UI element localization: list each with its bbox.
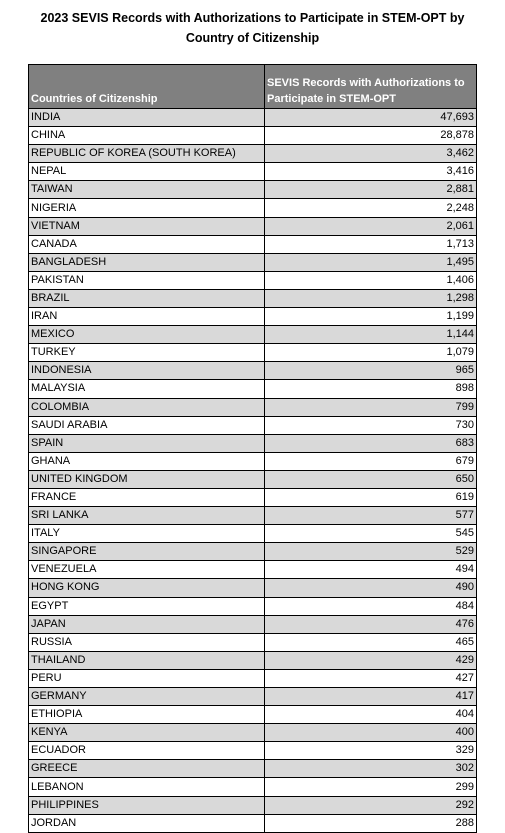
- table-row: [29, 145, 477, 163]
- records-count-cell: 2,061: [265, 217, 477, 235]
- table-row: [29, 109, 477, 127]
- country-cell: INDIA: [29, 109, 265, 127]
- records-count-cell: 2,248: [265, 199, 477, 217]
- table-row: [29, 669, 477, 687]
- records-count-cell: 679: [265, 452, 477, 470]
- country-cell: SINGAPORE: [29, 543, 265, 561]
- table-row: [29, 289, 477, 307]
- country-cell: ITALY: [29, 525, 265, 543]
- table-row: [29, 344, 477, 362]
- records-count-cell: 400: [265, 724, 477, 742]
- records-count-cell: 1,495: [265, 253, 477, 271]
- records-count-cell: 577: [265, 507, 477, 525]
- table-row: [29, 452, 477, 470]
- records-count-cell: 28,878: [265, 127, 477, 145]
- records-count-cell: 484: [265, 597, 477, 615]
- table-row: [29, 742, 477, 760]
- country-cell: JORDAN: [29, 814, 265, 832]
- table-row: [29, 760, 477, 778]
- table-row: [29, 380, 477, 398]
- table-row: [29, 615, 477, 633]
- country-cell: VENEZUELA: [29, 561, 265, 579]
- country-cell: INDONESIA: [29, 362, 265, 380]
- country-cell: TAIWAN: [29, 181, 265, 199]
- country-cell: GERMANY: [29, 688, 265, 706]
- country-cell: HONG KONG: [29, 579, 265, 597]
- country-cell: GHANA: [29, 452, 265, 470]
- header-countries: Countries of Citizenship: [29, 65, 265, 109]
- records-count-cell: 965: [265, 362, 477, 380]
- country-cell: RUSSIA: [29, 633, 265, 651]
- records-count-cell: 683: [265, 434, 477, 452]
- country-cell: SPAIN: [29, 434, 265, 452]
- country-cell: KENYA: [29, 724, 265, 742]
- table-row: [29, 271, 477, 289]
- country-cell: FRANCE: [29, 488, 265, 506]
- records-count-cell: 730: [265, 416, 477, 434]
- document-title: [0, 8, 505, 48]
- country-cell: NIGERIA: [29, 199, 265, 217]
- records-count-cell: 1,144: [265, 326, 477, 344]
- records-count-cell: 1,713: [265, 235, 477, 253]
- table-row: [29, 416, 477, 434]
- country-cell: ETHIOPIA: [29, 706, 265, 724]
- country-cell: PHILIPPINES: [29, 796, 265, 814]
- table-row: [29, 127, 477, 145]
- records-count-cell: 3,462: [265, 145, 477, 163]
- table-row: [29, 253, 477, 271]
- country-cell: SAUDI ARABIA: [29, 416, 265, 434]
- table-row: [29, 778, 477, 796]
- header-records: SEVIS Records with Authorizations to Participate in STEM-OPT: [265, 65, 477, 109]
- table-row: [29, 814, 477, 832]
- country-cell: ECUADOR: [29, 742, 265, 760]
- table-row: [29, 579, 477, 597]
- table-row: [29, 633, 477, 651]
- records-count-cell: 545: [265, 525, 477, 543]
- records-count-cell: 429: [265, 651, 477, 669]
- country-cell: PERU: [29, 669, 265, 687]
- country-cell: BANGLADESH: [29, 253, 265, 271]
- records-count-cell: 490: [265, 579, 477, 597]
- records-count-cell: 465: [265, 633, 477, 651]
- records-count-cell: 329: [265, 742, 477, 760]
- records-count-cell: 1,079: [265, 344, 477, 362]
- title-line-2: Country of Citizenship: [185, 31, 320, 45]
- records-count-cell: 619: [265, 488, 477, 506]
- table-row: [29, 217, 477, 235]
- table-header-row: [29, 65, 477, 109]
- table-row: [29, 724, 477, 742]
- records-count-cell: 1,298: [265, 289, 477, 307]
- country-cell: LEBANON: [29, 778, 265, 796]
- records-count-cell: 47,693: [265, 109, 477, 127]
- country-cell: REPUBLIC OF KOREA (SOUTH KOREA): [29, 145, 265, 163]
- country-cell: MALAYSIA: [29, 380, 265, 398]
- table-row: [29, 199, 477, 217]
- table-row: [29, 796, 477, 814]
- country-cell: IRAN: [29, 308, 265, 326]
- table-row: [29, 688, 477, 706]
- table-row: [29, 398, 477, 416]
- country-cell: THAILAND: [29, 651, 265, 669]
- records-count-cell: 288: [265, 814, 477, 832]
- country-cell: UNITED KINGDOM: [29, 470, 265, 488]
- table-row: [29, 326, 477, 344]
- records-count-cell: 494: [265, 561, 477, 579]
- table-body: [29, 109, 477, 833]
- records-count-cell: 427: [265, 669, 477, 687]
- records-count-cell: 1,199: [265, 308, 477, 326]
- country-cell: JAPAN: [29, 615, 265, 633]
- country-cell: MEXICO: [29, 326, 265, 344]
- country-cell: NEPAL: [29, 163, 265, 181]
- records-count-cell: 302: [265, 760, 477, 778]
- table-row: [29, 507, 477, 525]
- table-row: [29, 706, 477, 724]
- table-row: [29, 543, 477, 561]
- table-row: [29, 163, 477, 181]
- table-row: [29, 597, 477, 615]
- table-row: [29, 470, 477, 488]
- records-count-cell: 417: [265, 688, 477, 706]
- table-row: [29, 434, 477, 452]
- records-count-cell: 404: [265, 706, 477, 724]
- country-cell: TURKEY: [29, 344, 265, 362]
- table-row: [29, 488, 477, 506]
- table-row: [29, 525, 477, 543]
- records-count-cell: 529: [265, 543, 477, 561]
- country-cell: GREECE: [29, 760, 265, 778]
- table-row: [29, 181, 477, 199]
- records-count-cell: 898: [265, 380, 477, 398]
- table-row: [29, 308, 477, 326]
- table-row: [29, 651, 477, 669]
- country-cell: PAKISTAN: [29, 271, 265, 289]
- table-row: [29, 235, 477, 253]
- records-count-cell: 650: [265, 470, 477, 488]
- country-cell: COLOMBIA: [29, 398, 265, 416]
- records-count-cell: 476: [265, 615, 477, 633]
- table-row: [29, 561, 477, 579]
- records-count-cell: 3,416: [265, 163, 477, 181]
- title-line-1: 2023 SEVIS Records with Authorizations to Participate in STEM-OPT by: [40, 11, 465, 25]
- country-cell: CHINA: [29, 127, 265, 145]
- country-cell: EGYPT: [29, 597, 265, 615]
- records-count-cell: 2,881: [265, 181, 477, 199]
- records-count-cell: 1,406: [265, 271, 477, 289]
- country-cell: CANADA: [29, 235, 265, 253]
- table-row: [29, 362, 477, 380]
- country-cell: SRI LANKA: [29, 507, 265, 525]
- records-count-cell: 299: [265, 778, 477, 796]
- stem-opt-records-table: [28, 64, 477, 833]
- country-cell: VIETNAM: [29, 217, 265, 235]
- country-cell: BRAZIL: [29, 289, 265, 307]
- records-count-cell: 292: [265, 796, 477, 814]
- records-count-cell: 799: [265, 398, 477, 416]
